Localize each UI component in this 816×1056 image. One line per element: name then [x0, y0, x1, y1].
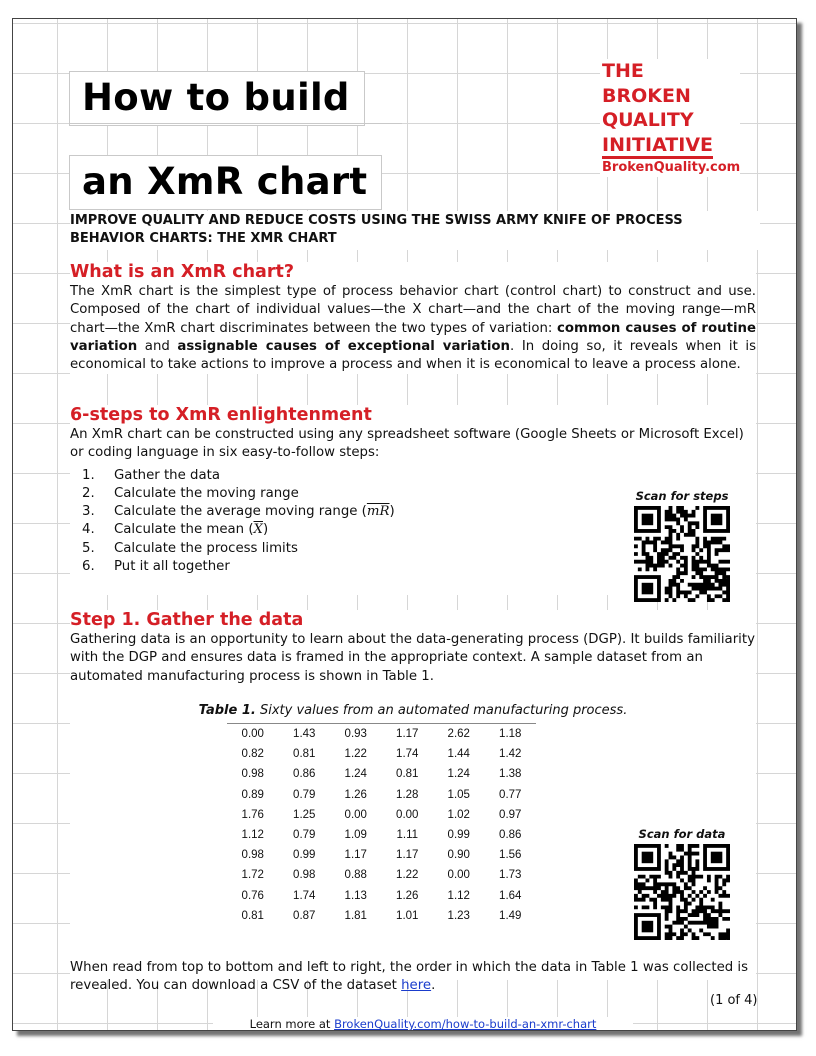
table-cell: 1.17: [382, 724, 434, 745]
step-item: 6. Put it all together: [82, 559, 230, 575]
table-cell: 0.81: [396, 768, 419, 781]
footer-link[interactable]: BrokenQuality.com/how-to-build-an-xmr-chart: [334, 1017, 597, 1031]
table-cell: 1.81: [344, 909, 367, 922]
title-line-1: How to build: [69, 71, 365, 126]
section-heading: 6-steps to XmR enlightenment: [70, 405, 372, 425]
table-cell: 0.79: [293, 788, 316, 801]
brand-url: BrokenQuality.com: [602, 159, 741, 175]
step1-closing: When read from top to bottom and left to right, the order in which the data in Table 1 was collected is revealed. You can download a CSV of the dataset here.: [70, 960, 749, 994]
table-cell: 0.00: [227, 724, 279, 745]
table-cell: 1.12: [241, 829, 264, 842]
table-cell: 0.86: [293, 768, 316, 781]
section-what-is: [70, 262, 756, 374]
table-row: [227, 785, 536, 805]
table-cell: 0.89: [241, 788, 264, 801]
data-qr: [622, 827, 742, 940]
table-cell: 1.44: [447, 748, 470, 761]
table-cell: 1.43: [279, 724, 331, 745]
table-cell: 1.76: [241, 808, 264, 821]
table-cell: 1.26: [396, 889, 419, 902]
table-cell: 0.99: [293, 849, 316, 862]
footer: Learn more at BrokenQuality.com/how-to-build-an-xmr-chart: [213, 1017, 633, 1031]
table-cell: 1.24: [344, 768, 367, 781]
table-cell: 1.02: [447, 808, 470, 821]
table-cell: 1.25: [293, 808, 316, 821]
table-cell: 1.64: [499, 889, 522, 902]
document-page: [12, 18, 797, 1031]
section-six-steps: [70, 405, 756, 595]
table-row: [227, 845, 536, 865]
table-row: [227, 724, 536, 745]
table-cell: 1.74: [293, 889, 316, 902]
data-table: [227, 723, 536, 926]
section-heading: What is an XmR chart?: [70, 262, 294, 282]
title-line-2: an XmR chart: [69, 155, 382, 210]
table-cell: 0.79: [293, 829, 316, 842]
table-cell: 0.88: [344, 869, 367, 882]
table-row: [227, 764, 536, 784]
table-cell: 0.00: [344, 808, 367, 821]
steps-intro: An XmR chart can be constructed using any spreadsheet software (Google Sheets or Microsoft Excel) or coding language in six easy-to-follow steps:: [70, 427, 744, 461]
steps-qr: [622, 489, 742, 602]
table-cell: 0.98: [293, 869, 316, 882]
table-cell: 1.11: [396, 829, 419, 842]
qr-caption: Scan for steps: [635, 489, 729, 503]
table-cell: 1.13: [344, 889, 367, 902]
table-cell: 0.99: [447, 829, 470, 842]
table-cell: 0.98: [241, 768, 264, 781]
table-row: [227, 886, 536, 906]
table-cell: 1.38: [499, 768, 522, 781]
table-cell: 0.87: [293, 909, 316, 922]
table-cell: 1.17: [344, 849, 367, 862]
section-step-1: [70, 610, 756, 994]
page-number: (1 of 4): [710, 993, 758, 1008]
step-item: 4. Calculate the mean $(\overline{X})$: [82, 522, 269, 538]
table-cell: 0.97: [499, 808, 522, 821]
table-cell: 0.76: [241, 889, 264, 902]
subtitle: IMPROVE QUALITY AND REDUCE COSTS USING THE SWISS ARMY KNIFE OF PROCESS BEHAVIOR CHARTS: THE XMR CHART: [70, 211, 760, 250]
table-row: [227, 744, 536, 764]
qr-code-icon[interactable]: [634, 844, 730, 940]
table-cell: 1.28: [396, 788, 419, 801]
qr-caption: Scan for data: [638, 827, 726, 841]
what-is-paragraph: The XmR chart is the simplest type of process behavior chart (control chart) to construct and use. Composed of the chart of individual values—the X chart—and the chart of the moving range—mR chart—the XmR chart discriminates between the two types of variation: common causes of routine variation and assignable causes of exceptional variation. In doing so, it reveals when it is economical to take actions to improve a process and when it is economical to leave a process alone.: [70, 284, 756, 373]
table-cell: 0.77: [499, 788, 522, 801]
qr-code-icon[interactable]: [634, 506, 730, 602]
section-heading: Step 1. Gather the data: [70, 610, 304, 630]
table-cell: 1.49: [499, 909, 522, 922]
table-cell: 1.22: [344, 748, 367, 761]
table-cell: 1.73: [499, 869, 522, 882]
table-cell: 1.01: [396, 909, 419, 922]
table-cell: 1.05: [447, 788, 470, 801]
table-cell: 1.42: [499, 748, 522, 761]
table-cell: 1.22: [396, 869, 419, 882]
step-item: 5. Calculate the process limits: [82, 540, 298, 556]
table-cell: 1.72: [241, 869, 264, 882]
step-item: 2. Calculate the moving range: [82, 485, 299, 501]
table-cell: 0.93: [330, 724, 382, 745]
table-cell: 1.74: [396, 748, 419, 761]
step-item: 3. Calculate the average moving range $(\overline{mR})$: [82, 504, 395, 520]
step1-intro: Gathering data is an opportunity to learn about the data-generating process (DGP). It builds familiarity with the DGP and ensures data is framed in the appropriate context. A sample dataset from an automated manufacturing process is shown in Table 1.: [70, 632, 755, 684]
table-cell: 1.09: [344, 829, 367, 842]
table-cell: 1.24: [447, 768, 470, 781]
table-cell: 0.82: [241, 748, 264, 761]
table-cell: 1.18: [485, 724, 537, 745]
table-row: [227, 906, 536, 926]
table-cell: 2.62: [433, 724, 485, 745]
table-cell: 0.81: [241, 909, 264, 922]
table-cell: 0.98: [241, 849, 264, 862]
table-cell: 1.17: [396, 849, 419, 862]
step-item: 1. Gather the data: [82, 467, 220, 483]
table-caption: Table 1. Sixty values from an automated manufacturing process.: [198, 703, 628, 718]
table-cell: 1.23: [447, 909, 470, 922]
table-cell: 0.86: [499, 829, 522, 842]
csv-download-link[interactable]: here: [401, 978, 432, 994]
table-cell: 0.00: [447, 869, 470, 882]
table-row: [227, 825, 536, 845]
table-cell: 1.12: [447, 889, 470, 902]
table-row: [227, 865, 536, 885]
table-cell: 0.90: [447, 849, 470, 862]
table-cell: 1.56: [499, 849, 522, 862]
table-cell: 1.26: [344, 788, 367, 801]
brand-logo: THE BROKEN QUALITY INITIATIVE BrokenQuality.com: [602, 60, 741, 175]
table-cell: 0.81: [293, 748, 316, 761]
table-row: [227, 805, 536, 825]
table-cell: 0.00: [396, 808, 419, 821]
